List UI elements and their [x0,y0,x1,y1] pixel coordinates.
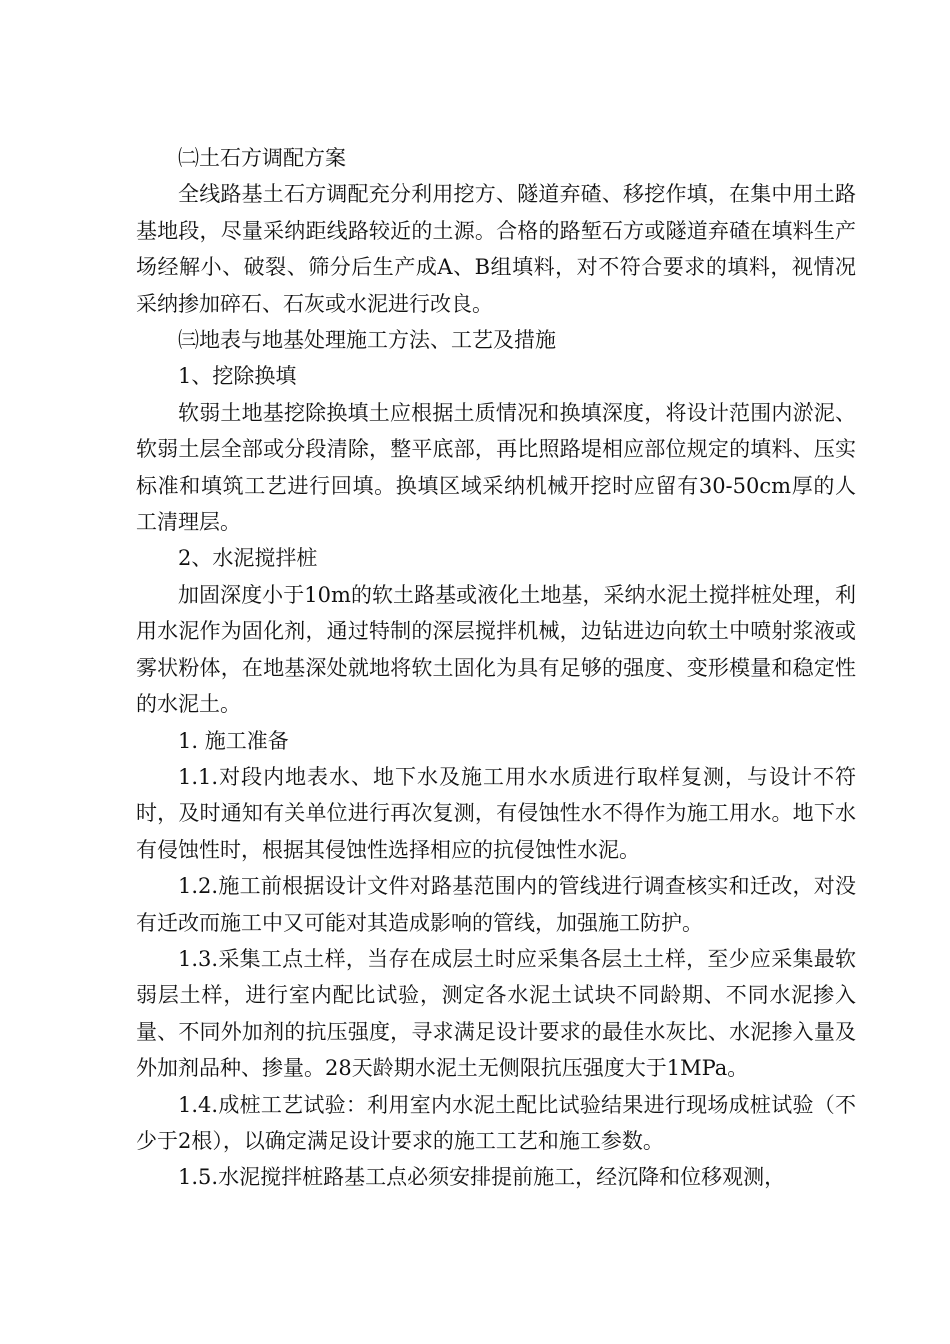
paragraph-item-1-4: 1.4.成桩工艺试验：利用室内水泥土配比试验结果进行现场成桩试验（不少于2根），以确定满足设计要求的施工工艺和施工参数。 [136,1092,856,1153]
section-heading-earthwork: ㈡土石方调配方案 [178,146,346,170]
document-body [136,140,856,1196]
subheading-excavation: 1、挖除换填 [178,364,297,389]
paragraph-excavation: 软弱土地基挖除换填土应根据土质情况和换填深度，将设计范围内淤泥、软弱土层全部或分段清除，整平底部，再比照路堤相应部位规定的填料、压实标准和填筑工艺进行回填。换填区域采纳机械开挖时应留有30-50cm厚的人工清理层。 [136,400,856,535]
paragraph-earthwork-plan: 全线路基土石方调配充分利用挖方、隧道弃碴、移挖作填，在集中用土路基地段，尽量采纳距线路较近的土源。合格的路堑石方或隧道弃碴在填料生产场经解小、破裂、筛分后生产成A、B组填料，对不符合要求的填料，视情况采纳掺加碎石、石灰或水泥进行改良。 [136,182,856,316]
paragraph-item-1-5: 1.5.水泥搅拌桩路基工点必须安排提前施工，经沉降和位移观测， [178,1165,786,1190]
paragraph-item-1-2: 1.2.施工前根据设计文件对路基范围内的管线进行调查核实和迁改，对没有迁改而施工中又可能对其造成影响的管线，加强施工防护。 [136,874,856,935]
section-heading-foundation: ㈢地表与地基处理施工方法、工艺及措施 [178,328,556,353]
paragraph-item-1-3: 1.3.采集工点土样，当存在成层土时应采集各层土土样，至少应采集最软弱层土样，进行室内配比试验，测定各水泥土试块不同龄期、不同水泥掺入量、不同外加剂的抗压强度，寻求满足设计要求的最佳水灰比、水泥掺入量及外加剂品种、掺量。28天龄期水泥土无侧限抗压强度大于1MPa。 [136,946,856,1081]
subheading-cement-pile: 2、水泥搅拌桩 [178,546,318,571]
paragraph-item-1-1: 1.1.对段内地表水、地下水及施工用水水质进行取样复测，与设计不符时，及时通知有关单位进行再次复测，有侵蚀性水不得作为施工用水。地下水有侵蚀性时，根据其侵蚀性选择相应的抗侵蚀性水泥。 [136,764,856,862]
paragraph-cement-pile: 加固深度小于10m的软土路基或液化土地基，采纳水泥土搅拌桩处理，利用水泥作为固化剂，通过特制的深层搅拌机械，边钻进边向软土中喷射浆液或雾状粉体，在地基深处就地将软土固化为具有足够的强度、变形模量和稳定性的水泥土。 [136,582,856,717]
subheading-preparation: 1. 施工准备 [178,728,289,753]
